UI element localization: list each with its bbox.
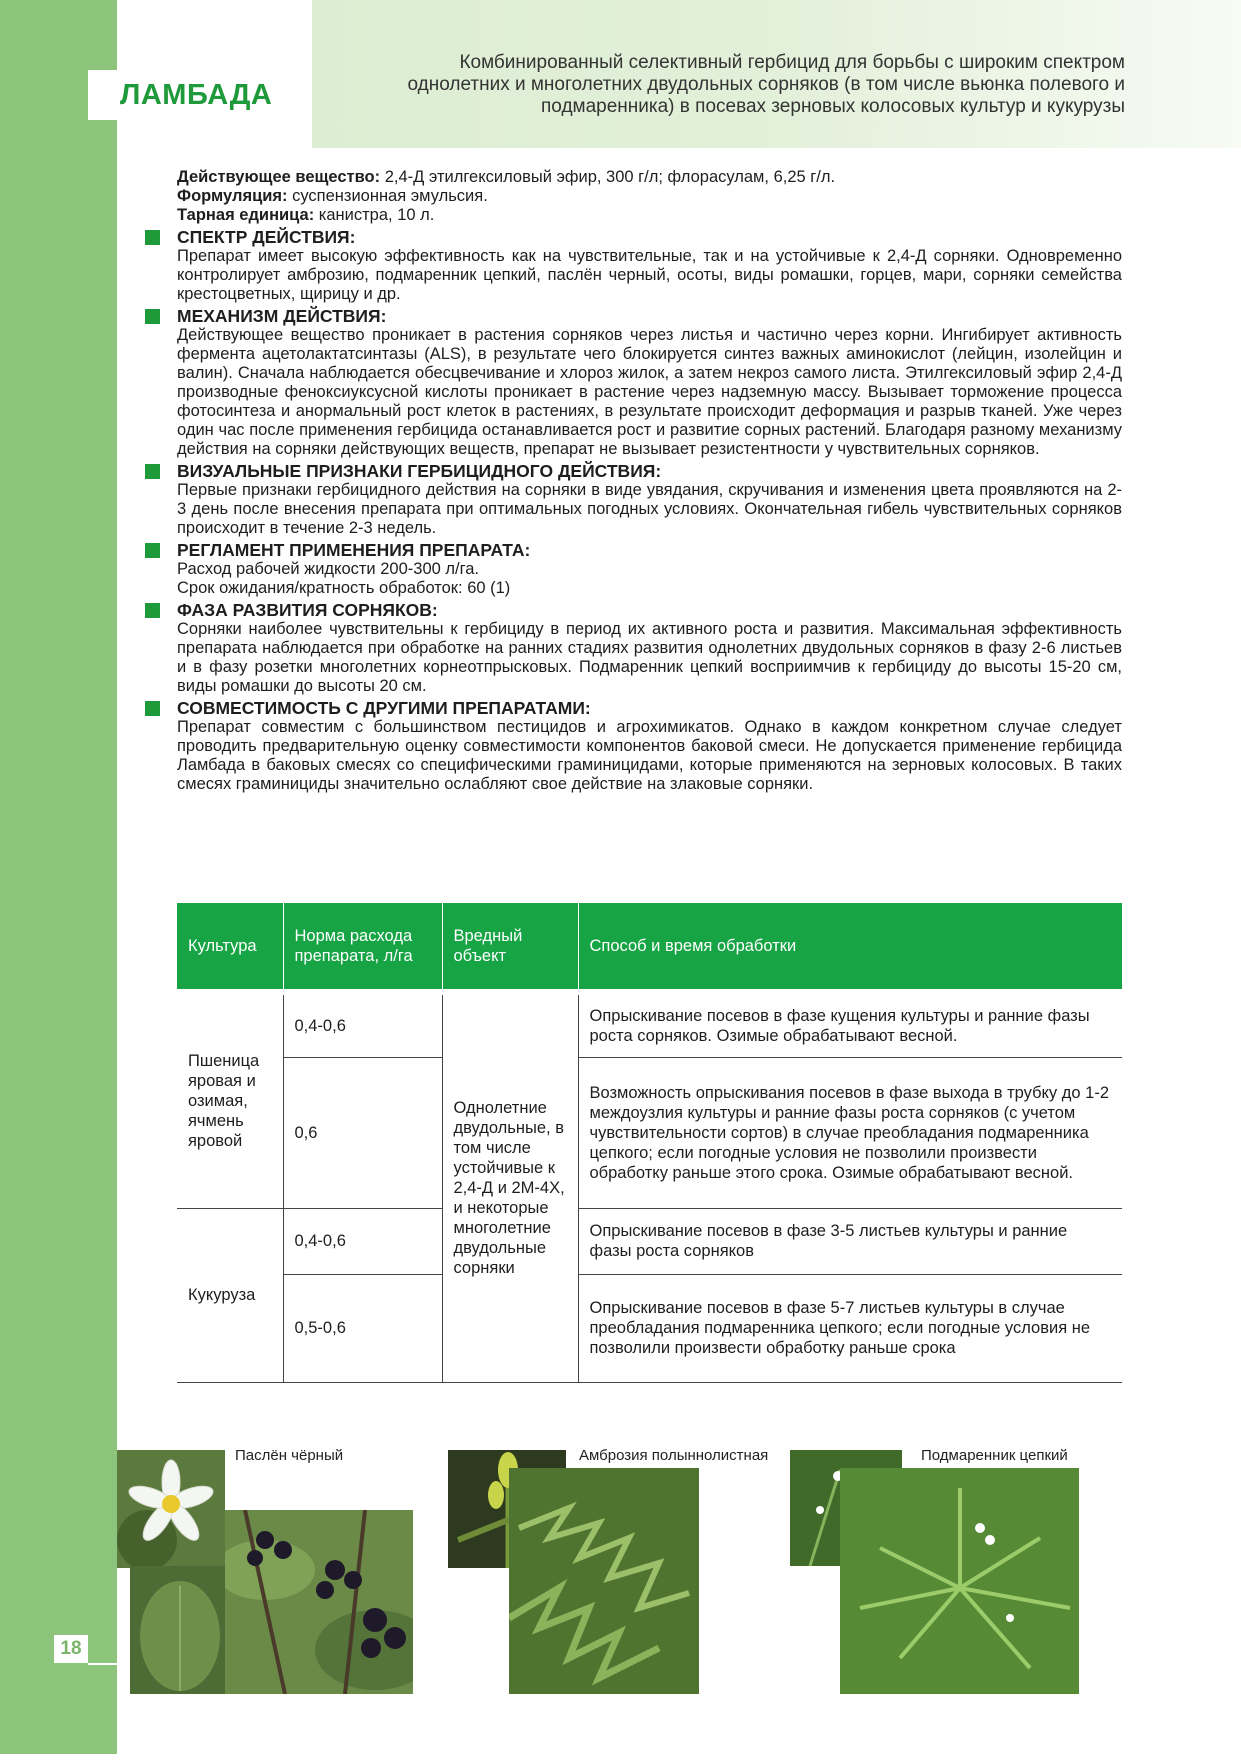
nightshade-leaf-photo — [130, 1566, 225, 1694]
method-cell: Опрыскивание посевов в фазе кущения культуры и ранние фазы роста сорняков. Озимые обрабатывают весной. — [578, 995, 1122, 1057]
rate-cell: 0,6 — [283, 1057, 442, 1208]
header-method: Способ и время обработки — [578, 903, 1122, 989]
section-text-mechanism: Действующее вещество проникает в растения сорняков через листья и частично через корни. Ингибирует активность фермента ацетолактатсинтазы (ALS), в результате чего блокируется синтез важных аминокислот (лейцин, изолейцин и валин). Сначала наблюдается обесцвечивание и хлороз жилок, а затем некроз самого листа. Этилгексиловый эфир 2,4-Д производные феноксиуксусной кислоты проникает в растение через надземную массу. Вызывает торможение процесса фотосинтеза и анормальный рост клеток в растениях, в результате происходит деформация и разрыв тканей. Уже через один час после применения гербицида останавливается рост и развитие сорных растений. Благодаря разному механизму действия на сорняки действующих веществ, препарат не вызывает резистентности у чувствительных сорняков. — [177, 326, 1122, 458]
crop-cell-corn: Кукуруза — [177, 1208, 283, 1382]
active-substance-value: 2,4-Д этилгексиловый эфир, 300 г/л; флорасулам, 6,25 г/л. — [380, 168, 836, 186]
section-heading-compat — [177, 698, 1122, 718]
package-value: канистра, 10 л. — [314, 206, 435, 224]
regulation-line-1: Расход рабочей жидкости 200-300 л/га. — [177, 560, 480, 578]
bullet-square-icon — [145, 603, 160, 618]
package-label: Тарная единица: — [177, 206, 315, 224]
formulation-row — [177, 187, 1122, 206]
weed-photos — [117, 1440, 1241, 1760]
section-text-visual: Первые признаки гербицидного действия на сорняки в виде увядания, скручивания и изменения цвета проявляются на 2-3 день после внесения препарата при оптимальных погодных условиях. Окончательная гибель чувствительных сорняков происходит в течение 2-3 недель. — [177, 481, 1122, 537]
table-row — [177, 1274, 1122, 1382]
table-header-row — [177, 903, 1122, 989]
regulation-line-2: Срок ожидания/кратность обработок: 60 (1) — [177, 579, 511, 597]
section-heading-phase — [177, 600, 1122, 620]
method-cell: Возможность опрыскивания посевов в фазе выхода в трубку до 1-2 междоузлия культуры и ранние фазы роста сорняков (с учетом чувствительности сортов) в случае преобладания подмаренника цепкого; если погодные условия не позволили произвести обработку раньше этого срока. Озимые обрабатывают весной. — [578, 1057, 1122, 1208]
crop-cell-wheat: Пшеница яровая и озимая, ячмень яровой — [177, 995, 283, 1208]
photo-caption-bedstraw: Подмаренник цепкий — [921, 1447, 1068, 1464]
rate-cell: 0,4-0,6 — [283, 1208, 442, 1274]
left-sidebar-stripe — [0, 0, 117, 1754]
section-title: ФАЗА РАЗВИТИЯ СОРНЯКОВ: — [177, 600, 438, 620]
target-cell: Однолетние двудольные, в том числе устойчивые к 2,4-Д и 2М-4Х, и некоторые многолетние двудольные сорняки — [442, 995, 578, 1382]
rate-cell: 0,5-0,6 — [283, 1274, 442, 1382]
section-text-compat: Препарат совместим с большинством пестицидов и агрохимикатов. Однако в каждом конкретном случае следует проводить предварительную оценку совместимости компонентов баковой смеси. Не допускается применение гербицида Ламбада в баковых смесях со специфическими граминицидами, которые применяются на зерновых колосовых. В таких смесях граминициды значительно ослабляют свое действие на злаковые сорняки. — [177, 718, 1122, 793]
application-table-wrap — [177, 903, 1122, 1383]
photo-caption-nightshade: Паслён чёрный — [235, 1447, 344, 1464]
method-cell: Опрыскивание посевов в фазе 3-5 листьев культуры и ранние фазы роста сорняков — [578, 1208, 1122, 1274]
header-crop: Культура — [177, 903, 283, 989]
table-row — [177, 995, 1122, 1057]
main-content — [177, 168, 1122, 794]
product-title-box — [88, 70, 283, 120]
section-title: ВИЗУАЛЬНЫЕ ПРИЗНАКИ ГЕРБИЦИДНОГО ДЕЙСТВИЯ: — [177, 461, 662, 481]
bullet-square-icon — [145, 230, 160, 245]
section-title: СОВМЕСТИМОСТЬ С ДРУГИМИ ПРЕПАРАТАМИ: — [177, 698, 591, 718]
section-heading-mechanism — [177, 306, 1122, 326]
subtitle-line: Комбинированный селективный гербицид для борьбы с широким спектром — [459, 52, 1125, 73]
section-heading-regulation — [177, 540, 1122, 560]
section-heading-spectrum — [177, 227, 1122, 247]
bedstraw-plant-photo — [840, 1468, 1079, 1694]
ambrosia-plant-photo — [509, 1468, 699, 1694]
table-row — [177, 1208, 1122, 1274]
header-target: Вредный объект — [442, 903, 578, 989]
bullet-square-icon — [145, 701, 160, 716]
active-substance-label: Действующее вещество: — [177, 168, 381, 186]
nightshade-berries-photo — [225, 1510, 413, 1694]
nightshade-flower-photo — [117, 1450, 225, 1568]
section-text-spectrum: Препарат имеет высокую эффективность как на чувствительные, так и на устойчивые к 2,4-Д сорняки. Одновременно контролирует амброзию, подмаренник цепкий, паслён черный, осоты, виды ромашки, горцев, мари, сорняки семейства крестоцветных, щирицу и др. — [177, 247, 1122, 303]
method-cell: Опрыскивание посевов в фазе 5-7 листьев культуры в случае преобладания подмаренника цепкого; если погодные условия не позволили произвести обработку раньше срока — [578, 1274, 1122, 1382]
bullet-square-icon — [145, 309, 160, 324]
header-rate: Норма расхода препарата, л/га — [283, 903, 442, 989]
active-substance-row — [177, 168, 1122, 187]
formulation-label: Формуляция: — [177, 187, 288, 205]
section-title: МЕХАНИЗМ ДЕЙСТВИЯ: — [177, 306, 387, 326]
subtitle-line: подмаренника) в посевах зерновых колосовых культур и кукурузы — [541, 96, 1125, 117]
package-row — [177, 206, 1122, 225]
product-title: ЛАМБАДА — [120, 78, 273, 111]
page-number: 18 — [54, 1635, 88, 1663]
page-number-rule — [88, 1663, 117, 1665]
subtitle-line: однолетних и многолетних двудольных сорняков (в том числе вьюнка полевого и — [407, 74, 1125, 95]
photo-caption-ambrosia: Амброзия полыннолистная — [579, 1447, 769, 1464]
bullet-square-icon — [145, 543, 160, 558]
rate-cell: 0,4-0,6 — [283, 995, 442, 1057]
section-text-phase: Сорняки наиболее чувствительны к гербициду в период их активного роста и развития. Максимальная эффективность препарата наблюдается при обработке на ранних стадиях развития однолетних двудольных сорняков в фазу 2-6 листьев и в фазу розетки многолетних корнеотпрысковых. Подмаренник цепкий восприимчив к гербициду до высоты 15-20 см, виды ромашки до высоты 20 см. — [177, 620, 1122, 695]
formulation-value: суспензионная эмульсия. — [287, 187, 488, 205]
bullet-square-icon — [145, 464, 160, 479]
application-table — [177, 903, 1122, 1383]
product-subtitle — [335, 52, 1125, 118]
section-title: СПЕКТР ДЕЙСТВИЯ: — [177, 227, 356, 247]
section-title: РЕГЛАМЕНТ ПРИМЕНЕНИЯ ПРЕПАРАТА: — [177, 540, 531, 560]
section-heading-visual — [177, 461, 1122, 481]
table-row — [177, 1057, 1122, 1208]
